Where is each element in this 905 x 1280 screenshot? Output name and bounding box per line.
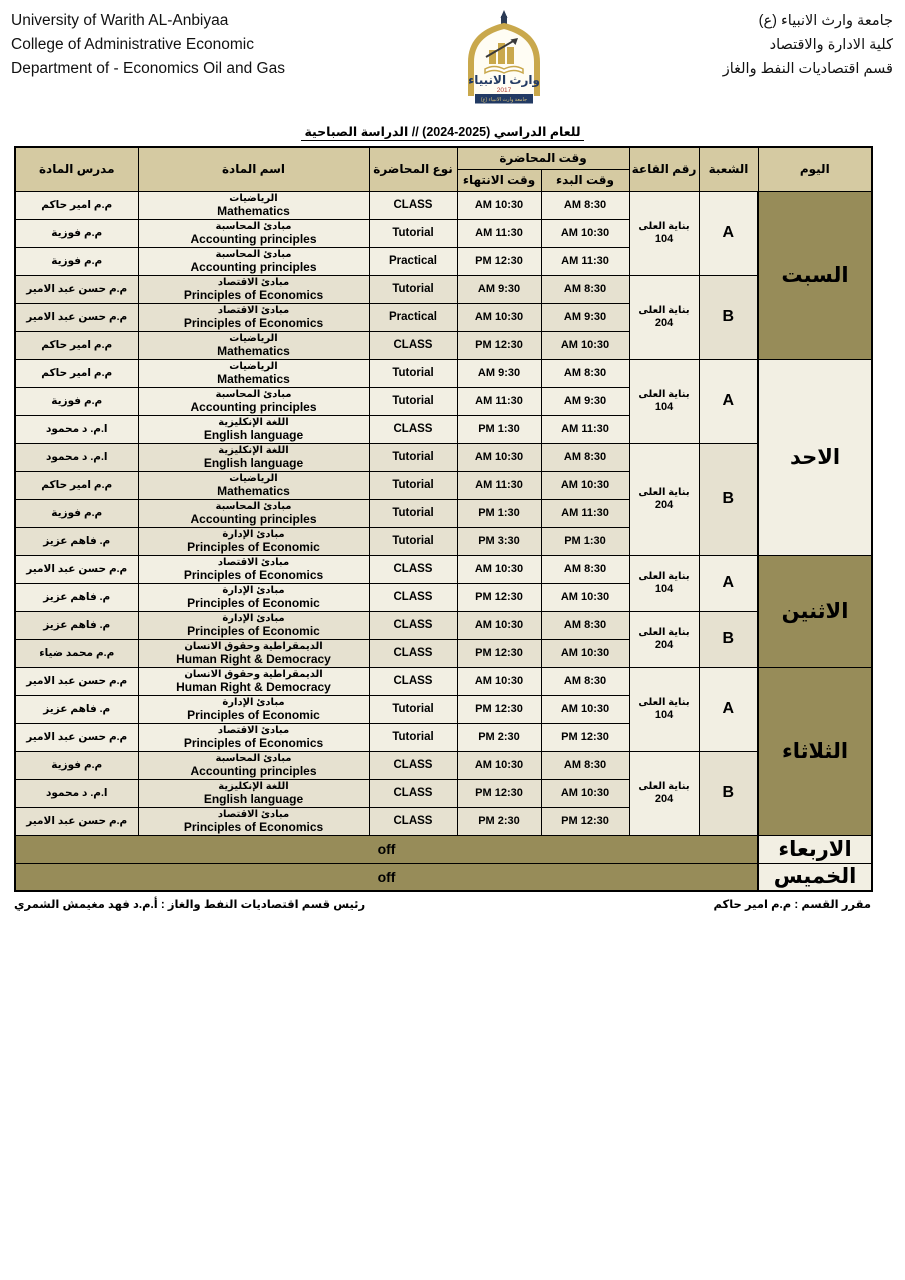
lecture-type-cell: CLASS <box>369 331 457 359</box>
end-time-cell: 10:30 AM <box>457 443 541 471</box>
schedule-row <box>15 275 872 303</box>
room-building-label: بناية العلى <box>638 781 690 792</box>
subject-name-english: Accounting principles <box>190 511 317 526</box>
subject-name-arabic: مبادئ الاقتصاد <box>217 724 290 736</box>
off-cell: off <box>15 835 758 863</box>
teacher-cell: ا.م. د محمود <box>15 415 138 443</box>
lecture-type-cell: Tutorial <box>369 499 457 527</box>
day-cell: الثلاثاء <box>758 667 872 835</box>
room-cell <box>629 275 699 359</box>
col-header-time-group: وقت المحاضرة <box>457 147 629 169</box>
subject-name-arabic: مبادئ الإدارة <box>222 612 285 624</box>
start-time-cell: 12:30 PM <box>541 723 629 751</box>
subject-name-arabic: الديمقراطية وحقوق الانسان <box>184 640 323 652</box>
subject-name-arabic: مبادئ المحاسبة <box>215 752 292 764</box>
subject-name-english: Accounting principles <box>190 259 317 274</box>
teacher-cell: م.م امير حاكم <box>15 471 138 499</box>
day-cell: الاحد <box>758 359 872 555</box>
lecture-type-cell: CLASS <box>369 779 457 807</box>
subject-name-arabic: مبادئ الاقتصاد <box>217 276 290 288</box>
start-time-cell: 8:30 AM <box>541 751 629 779</box>
day-cell: الاثنين <box>758 555 872 667</box>
start-time-cell: 8:30 AM <box>541 555 629 583</box>
teacher-cell: م. فاهم عزيز <box>15 527 138 555</box>
teacher-cell: م.م حسن عبد الامير <box>15 667 138 695</box>
teacher-cell: م.م فوزية <box>15 219 138 247</box>
subject-name-english: Accounting principles <box>190 763 317 778</box>
room-number-label: 204 <box>654 793 674 805</box>
subject-cell <box>138 219 369 247</box>
day-cell: الاربعاء <box>758 835 872 863</box>
university-name-ar: جامعة وارث الانبياء (ع) <box>758 13 893 29</box>
department-name-en: Department of - Economics Oil and Gas <box>11 60 285 77</box>
subject-cell <box>138 191 369 219</box>
subject-cell <box>138 387 369 415</box>
lecture-type-cell: Tutorial <box>369 359 457 387</box>
start-time-cell: 9:30 AM <box>541 303 629 331</box>
subject-name-arabic: مبادئ الإدارة <box>222 528 285 540</box>
end-time-cell: 10:30 AM <box>457 751 541 779</box>
subject-cell <box>138 499 369 527</box>
lecture-type-cell: Tutorial <box>369 723 457 751</box>
lecture-type-cell: CLASS <box>369 611 457 639</box>
subject-cell <box>138 415 369 443</box>
lecture-type-cell: CLASS <box>369 415 457 443</box>
subject-name-english: Principles of Economic <box>187 707 320 722</box>
start-time-cell: 8:30 AM <box>541 667 629 695</box>
day-cell: الخميس <box>758 863 872 891</box>
subject-cell <box>138 247 369 275</box>
logo-banner-text: جامعة وارث الانبياء (ع) <box>480 97 527 103</box>
subject-cell <box>138 611 369 639</box>
schedule-row <box>15 555 872 583</box>
subject-name-english: Principles of Economics <box>183 567 324 582</box>
lecture-type-cell: CLASS <box>369 583 457 611</box>
room-number-label: 204 <box>654 499 674 511</box>
room-number-label: 104 <box>654 401 674 413</box>
end-time-cell: 11:30 AM <box>457 387 541 415</box>
section-cell: A <box>699 555 758 611</box>
end-time-cell: 12:30 PM <box>457 639 541 667</box>
off-day-row <box>15 835 872 863</box>
room-number-label: 204 <box>654 317 674 329</box>
subject-name-arabic: اللغة الإنكليزية <box>218 780 289 792</box>
start-time-cell: 10:30 AM <box>541 219 629 247</box>
off-day-row <box>15 863 872 891</box>
schedule-row <box>15 191 872 219</box>
subject-cell <box>138 695 369 723</box>
teacher-cell: م.م حسن عبد الامير <box>15 555 138 583</box>
start-time-cell: 8:30 AM <box>541 275 629 303</box>
subject-name-arabic: مبادئ الاقتصاد <box>217 304 290 316</box>
university-name-english <box>11 9 285 81</box>
start-time-cell: 11:30 AM <box>541 499 629 527</box>
teacher-cell: م.م فوزية <box>15 387 138 415</box>
teacher-cell: م. فاهم عزيز <box>15 583 138 611</box>
schedule-row <box>15 751 872 779</box>
section-cell: A <box>699 191 758 275</box>
teacher-cell: م.م حسن عبد الامير <box>15 723 138 751</box>
lecture-type-cell: Practical <box>369 247 457 275</box>
subject-name-arabic: مبادئ المحاسبة <box>215 248 292 260</box>
page-title: للعام الدراسي (2025-2024) // الدراسة الصباحية <box>301 124 583 141</box>
subject-name-arabic: اللغة الإنكليزية <box>218 416 289 428</box>
teacher-cell: م. فاهم عزيز <box>15 611 138 639</box>
start-time-cell: 9:30 AM <box>541 387 629 415</box>
subject-name-arabic: مبادئ الاقتصاد <box>217 808 290 820</box>
subject-cell <box>138 359 369 387</box>
room-number-label: 204 <box>654 639 674 651</box>
subject-cell <box>138 779 369 807</box>
university-seal-icon <box>452 10 556 105</box>
end-time-cell: 1:30 PM <box>457 415 541 443</box>
room-building-label: بناية العلى <box>638 487 690 498</box>
college-name-en: College of Administrative Economic <box>11 36 254 53</box>
room-building-label: بناية العلى <box>638 627 690 638</box>
schedule-row <box>15 611 872 639</box>
start-time-cell: 10:30 AM <box>541 471 629 499</box>
end-time-cell: 2:30 PM <box>457 723 541 751</box>
page-header <box>0 0 905 110</box>
room-cell <box>629 751 699 835</box>
day-cell: السبت <box>758 191 872 359</box>
room-cell <box>629 667 699 751</box>
room-cell <box>629 191 699 275</box>
start-time-cell: 10:30 AM <box>541 331 629 359</box>
section-cell: A <box>699 359 758 443</box>
start-time-cell: 8:30 AM <box>541 359 629 387</box>
subject-cell <box>138 807 369 835</box>
subject-name-arabic: الرياضيات <box>229 192 278 204</box>
end-time-cell: 10:30 AM <box>457 611 541 639</box>
subject-name-english: Principles of Economics <box>183 735 324 750</box>
university-name-en: University of Warith AL-Anbiyaa <box>11 12 229 29</box>
start-time-cell: 1:30 PM <box>541 527 629 555</box>
end-time-cell: 10:30 AM <box>457 555 541 583</box>
room-cell <box>629 555 699 611</box>
room-building-label: بناية العلى <box>638 571 690 582</box>
subject-name-english: Mathematics <box>217 371 290 386</box>
end-time-cell: 11:30 AM <box>457 471 541 499</box>
lecture-type-cell: Practical <box>369 303 457 331</box>
timetable-body <box>15 191 872 891</box>
teacher-cell: م.م فوزية <box>15 751 138 779</box>
subject-cell <box>138 527 369 555</box>
college-name-ar: كلية الادارة والاقتصاد <box>769 37 893 53</box>
subject-name-arabic: اللغة الإنكليزية <box>218 444 289 456</box>
subject-cell <box>138 331 369 359</box>
section-cell: B <box>699 751 758 835</box>
room-number-label: 104 <box>654 583 674 595</box>
section-cell: A <box>699 667 758 751</box>
teacher-cell: م.م حسن عبد الامير <box>15 303 138 331</box>
teacher-cell: م.م محمد ضياء <box>15 639 138 667</box>
room-cell <box>629 443 699 555</box>
end-time-cell: 12:30 PM <box>457 779 541 807</box>
end-time-cell: 12:30 PM <box>457 695 541 723</box>
header-row-1 <box>15 147 872 169</box>
teacher-cell: م.م امير حاكم <box>15 331 138 359</box>
subject-name-english: Principles of Economic <box>187 595 320 610</box>
subject-name-english: Accounting principles <box>190 231 317 246</box>
teacher-cell: م.م فوزية <box>15 499 138 527</box>
subject-name-arabic: مبادئ الإدارة <box>222 584 285 596</box>
room-cell <box>629 611 699 667</box>
teacher-cell: ا.م. د محمود <box>15 443 138 471</box>
start-time-cell: 10:30 AM <box>541 779 629 807</box>
schedule-row <box>15 667 872 695</box>
lecture-type-cell: Tutorial <box>369 219 457 247</box>
schedule-row <box>15 443 872 471</box>
department-rapporteur-signature: مقرر القسم : م.م امير حاكم <box>713 899 871 911</box>
title-row <box>14 123 871 141</box>
chart-bar-icon <box>507 47 514 64</box>
subject-name-english: English language <box>203 455 304 470</box>
start-time-cell: 8:30 AM <box>541 443 629 471</box>
end-time-cell: 10:30 AM <box>457 191 541 219</box>
teacher-cell: ا.م. د محمود <box>15 779 138 807</box>
room-cell <box>629 359 699 443</box>
subject-name-english: Mathematics <box>217 203 290 218</box>
col-header-teacher: مدرس المادة <box>15 147 138 191</box>
subject-name-english: Principles of Economics <box>183 287 324 302</box>
subject-name-english: Human Right & Democracy <box>176 651 331 666</box>
lecture-type-cell: CLASS <box>369 667 457 695</box>
end-time-cell: 11:30 AM <box>457 219 541 247</box>
lecture-type-cell: Tutorial <box>369 471 457 499</box>
end-time-cell: 9:30 AM <box>457 359 541 387</box>
lecture-type-cell: CLASS <box>369 639 457 667</box>
signature-footer <box>14 897 871 911</box>
lecture-type-cell: CLASS <box>369 191 457 219</box>
subject-cell <box>138 723 369 751</box>
start-time-cell: 12:30 PM <box>541 807 629 835</box>
subject-name-english: Mathematics <box>217 343 290 358</box>
teacher-cell: م.م حسن عبد الامير <box>15 275 138 303</box>
teacher-cell: م. فاهم عزيز <box>15 695 138 723</box>
col-header-type: نوع المحاضرة <box>369 147 457 191</box>
subject-name-arabic: الرياضيات <box>229 360 278 372</box>
teacher-cell: م.م فوزية <box>15 247 138 275</box>
col-header-room: رقم القاعة <box>629 147 699 191</box>
logo-year: 2017 <box>496 87 512 94</box>
room-building-label: بناية العلى <box>638 697 690 708</box>
timetable-header <box>15 147 872 191</box>
logo-calligraphy: وارث الانبياء <box>467 73 540 87</box>
subject-name-english: Principles of Economics <box>183 315 324 330</box>
subject-cell <box>138 275 369 303</box>
teacher-cell: م.م حسن عبد الامير <box>15 807 138 835</box>
teacher-cell: م.م امير حاكم <box>15 191 138 219</box>
end-time-cell: 9:30 AM <box>457 275 541 303</box>
subject-cell <box>138 443 369 471</box>
end-time-cell: 3:30 PM <box>457 527 541 555</box>
col-header-start-time: وقت البدء <box>541 169 629 191</box>
department-name-ar: قسم اقتصاديات النفط والغاز <box>722 61 893 77</box>
end-time-cell: 12:30 PM <box>457 247 541 275</box>
room-building-label: بناية العلى <box>638 305 690 316</box>
university-name-arabic <box>723 9 893 81</box>
subject-cell <box>138 583 369 611</box>
section-cell: B <box>699 275 758 359</box>
subject-name-arabic: مبادئ الاقتصاد <box>217 556 290 568</box>
subject-name-english: Principles of Economic <box>187 539 320 554</box>
lecture-type-cell: Tutorial <box>369 387 457 415</box>
start-time-cell: 11:30 AM <box>541 415 629 443</box>
end-time-cell: 12:30 PM <box>457 331 541 359</box>
subject-cell <box>138 303 369 331</box>
subject-name-english: Principles of Economics <box>183 819 324 834</box>
start-time-cell: 11:30 AM <box>541 247 629 275</box>
subject-cell <box>138 471 369 499</box>
col-header-subject: اسم المادة <box>138 147 369 191</box>
lecture-type-cell: CLASS <box>369 555 457 583</box>
subject-cell <box>138 639 369 667</box>
schedule-row <box>15 359 872 387</box>
department-head-signature: رئيس قسم اقتصاديات النفط والغاز : أ.م.د فهد مغيمش الشمري <box>14 899 366 911</box>
start-time-cell: 10:30 AM <box>541 639 629 667</box>
start-time-cell: 8:30 AM <box>541 611 629 639</box>
start-time-cell: 10:30 AM <box>541 583 629 611</box>
section-cell: B <box>699 611 758 667</box>
col-header-end-time: وقت الانتهاء <box>457 169 541 191</box>
subject-name-arabic: الرياضيات <box>229 472 278 484</box>
subject-name-arabic: الديمقراطية وحقوق الانسان <box>184 668 323 680</box>
end-time-cell: 12:30 PM <box>457 583 541 611</box>
lecture-type-cell: Tutorial <box>369 275 457 303</box>
lecture-type-cell: Tutorial <box>369 527 457 555</box>
teacher-cell: م.م امير حاكم <box>15 359 138 387</box>
subject-cell <box>138 751 369 779</box>
start-time-cell: 8:30 AM <box>541 191 629 219</box>
section-cell: B <box>699 443 758 555</box>
room-number-label: 104 <box>654 233 674 245</box>
subject-name-arabic: مبادئ المحاسبة <box>215 388 292 400</box>
room-building-label: بناية العلى <box>638 389 690 400</box>
subject-cell <box>138 555 369 583</box>
lecture-type-cell: Tutorial <box>369 443 457 471</box>
start-time-cell: 10:30 AM <box>541 695 629 723</box>
room-number-label: 104 <box>654 709 674 721</box>
end-time-cell: 10:30 AM <box>457 303 541 331</box>
lecture-type-cell: Tutorial <box>369 695 457 723</box>
subject-name-english: Human Right & Democracy <box>176 679 331 694</box>
off-cell: off <box>15 863 758 891</box>
end-time-cell: 10:30 AM <box>457 667 541 695</box>
subject-name-english: English language <box>203 427 304 442</box>
subject-name-english: Accounting principles <box>190 399 317 414</box>
lecture-type-cell: CLASS <box>369 751 457 779</box>
subject-name-arabic: مبادئ المحاسبة <box>215 500 292 512</box>
col-header-section: الشعبة <box>699 147 758 191</box>
lecture-type-cell: CLASS <box>369 807 457 835</box>
room-building-label: بناية العلى <box>638 221 690 232</box>
subject-name-arabic: مبادئ الإدارة <box>222 696 285 708</box>
university-logo-icon <box>452 10 556 110</box>
subject-name-english: Mathematics <box>217 483 290 498</box>
subject-name-arabic: مبادئ المحاسبة <box>215 220 292 232</box>
subject-name-arabic: الرياضيات <box>229 332 278 344</box>
subject-name-english: English language <box>203 791 304 806</box>
subject-cell <box>138 667 369 695</box>
subject-name-english: Principles of Economic <box>187 623 320 638</box>
end-time-cell: 2:30 PM <box>457 807 541 835</box>
timetable <box>14 146 873 892</box>
col-header-day: اليوم <box>758 147 872 191</box>
end-time-cell: 1:30 PM <box>457 499 541 527</box>
